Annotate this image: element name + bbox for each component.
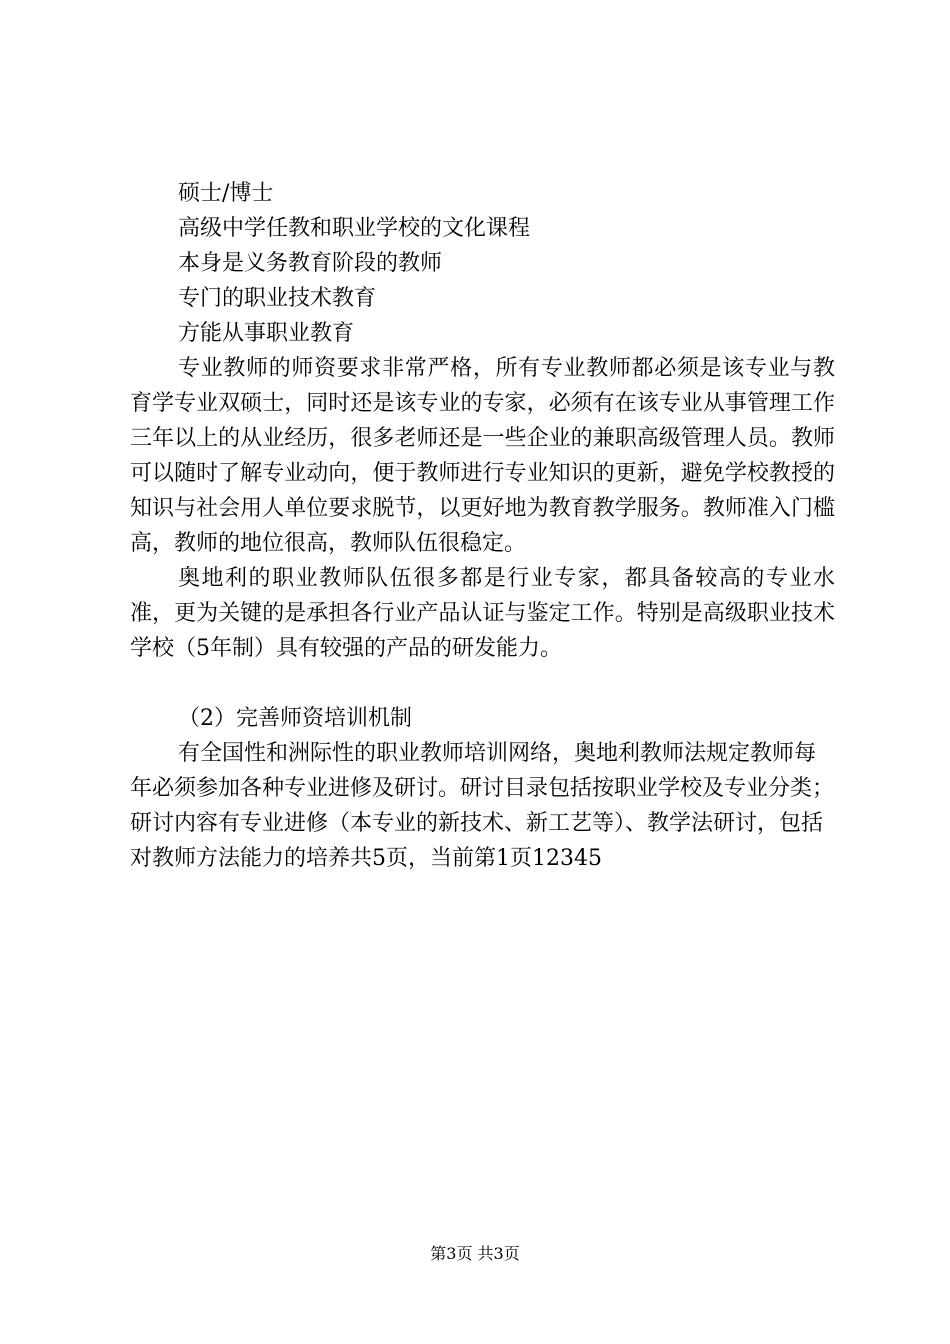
document-body — [130, 176, 835, 876]
paragraph-training-network: 有全国性和洲际性的职业教师培训网络，奥地利教师法规定教师每年必须参加各种专业进修及研讨。研讨目录包括按职业学校及专业分类；研讨内容有专业进修（本专业的新技术、新工艺等）、教学法研讨，包括对教师方法能力的培养共5页，当前第1页12345 — [130, 741, 835, 871]
text-line-high-school: 高级中学任教和职业学校的文化课程 — [178, 216, 531, 241]
section-heading: （2）完善师资培训机制 — [178, 706, 412, 731]
paragraph-teacher-requirements: 专业教师的师资要求非常严格，所有专业教师都必须是该专业与教育学专业双硕士，同时还是该专业的专家，必须有在该专业从事管理工作三年以上的从业经历，很多老师还是一些企业的兼职高级管理人员。教师可以随时了解专业动向，便于教师进行专业知识的更新，避免学校教授的知识与社会用人单位要求脱节，以更好地为教育教学服务。教师准入门槛高，教师的地位很高，教师队伍很稳定。 — [130, 356, 835, 556]
paragraph-spacer — [130, 666, 835, 701]
text-line-degree: 硕士/博士 — [178, 181, 274, 206]
text-line-vocational-edu: 方能从事职业教育 — [178, 321, 355, 346]
text-line-vocational-tech: 专门的职业技术教育 — [178, 286, 377, 311]
text-line-compulsory: 本身是义务教育阶段的教师 — [178, 251, 443, 276]
paragraph-austria-experts: 奥地利的职业教师队伍很多都是行业专家，都具备较高的专业水准，更为关键的是承担各行业产品认证与鉴定工作。特别是高级职业技术学校（5年制）具有较强的产品的研发能力。 — [130, 566, 835, 661]
page-footer: 第3页 共3页 — [430, 1244, 520, 1263]
